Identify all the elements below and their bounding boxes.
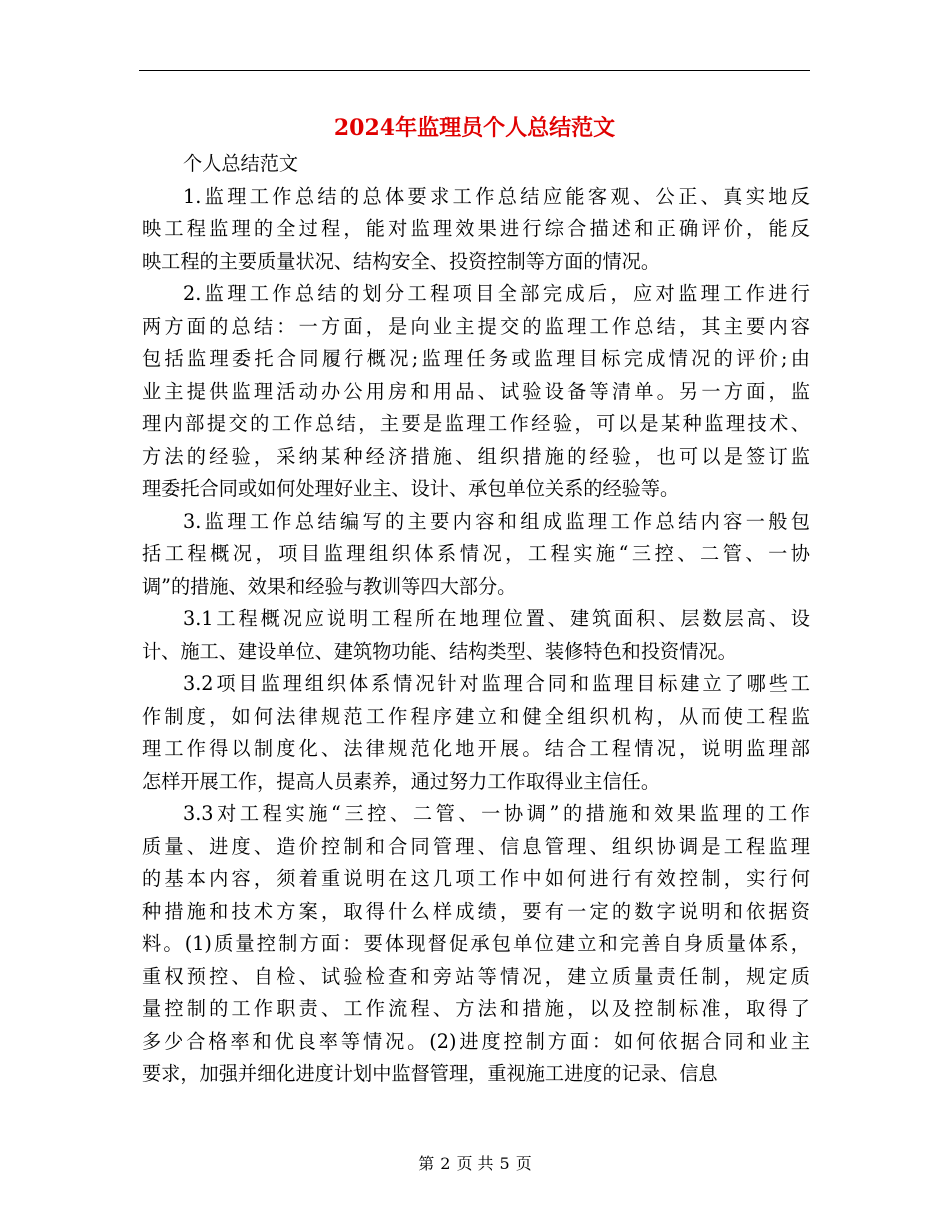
paragraph-line: 两方面的总结：一方面，是向业主提交的监理工作总结，其主要内容 [142,314,810,338]
header-rule [139,70,810,71]
paragraph-line: 怎样开展工作，提高人员素养，通过努力工作取得业主信任。 [142,769,661,793]
paragraph-line: 个人总结范文 [183,152,299,175]
paragraph-line: 3.3对工程实施“三控、二管、一协调”的措施和效果监理的工作 [183,802,810,825]
paragraph-line: 种措施和技术方案，取得什么样成绩，要有一定的数字说明和依据资 [142,899,810,923]
paragraph-line: 3.监理工作总结编写的主要内容和组成监理工作总结内容一般包 [183,509,810,533]
paragraph-line: 业主提供监理活动办公用房和用品、试验设备等清单。另一方面，监 [142,379,810,403]
paragraph [142,148,810,181]
paragraph-line: 理委托合同或如何处理好业主、设计、承包单位关系的经验等。 [142,477,680,500]
paragraph-line: 2.监理工作总结的划分工程项目全部完成后，应对监理工作进行 [183,282,810,305]
document-body [142,148,810,1091]
paragraph-line: 包括监理委托合同履行概况;监理任务或监理目标完成情况的评价;由 [142,347,810,370]
paragraph-line: 3.1工程概况应说明工程所在地理位置、建筑面积、层数层高、设 [183,607,810,630]
paragraph [142,798,810,1091]
paragraph [142,603,810,668]
paragraph-line: 料。(1)质量控制方面：要体现督促承包单位建立和完善自身质量体系， [142,932,810,955]
paragraph [142,668,810,798]
paragraph-line: 计、施工、建设单位、建筑物功能、结构类型、装修特色和投资情况。 [142,639,737,663]
paragraph-line: 调”的措施、效果和经验与教训等四大部分。 [142,574,517,598]
paragraph-line: 作制度，如何法律规范工作程序建立和健全组织机构，从而使工程监 [142,704,810,728]
document-title: 2024年监理员个人总结范文 [333,115,616,141]
paragraph-line: 质量、进度、造价控制和合同管理、信息管理、组织协调是工程监理 [142,834,810,858]
page-footer [0,1154,950,1174]
paragraph-line: 映工程监理的全过程，能对监理效果进行综合描述和正确评价，能反 [142,217,810,240]
paragraph-line: 3.2项目监理组织体系情况针对监理合同和监理目标建立了哪些工 [183,672,810,695]
paragraph [142,278,810,506]
paragraph [142,506,810,604]
paragraph-line: 理内部提交的工作总结，主要是监理工作经验，可以是某种监理技术、 [142,412,810,435]
footer-middle: 页 共 [456,1154,494,1173]
paragraph-line: 多少合格率和优良率等情况。(2)进度控制方面：如何依据合同和业主 [142,1029,810,1053]
paragraph-line: 重权预控、自检、试验检查和旁站等情况，建立质量责任制，规定质 [142,964,810,988]
paragraph-line: 的基本内容，须着重说明在这几项工作中如何进行有效控制，实行何 [142,867,810,890]
footer-page-number: 2 [440,1154,451,1173]
paragraph-line: 映工程的主要质量状况、结构安全、投资控制等方面的情况。 [142,249,661,273]
paragraph-line: 括工程概况，项目监理组织体系情况，工程实施“三控、二管、一协 [142,542,810,565]
paragraph [142,181,810,279]
paragraph-line: 1.监理工作总结的总体要求工作总结应能客观、公正、真实地反 [183,184,810,208]
paragraph-line: 量控制的工作职责、工作流程、方法和措施，以及控制标准，取得了 [142,997,810,1020]
footer-prefix: 第 [418,1154,435,1173]
paragraph-line: 理工作得以制度化、法律规范化地开展。结合工程情况，说明监理部 [142,737,810,760]
footer-total-pages: 5 [499,1154,510,1173]
paragraph-line: 方法的经验，采纳某种经济措施、组织措施的经验，也可以是签订监 [142,444,810,468]
paragraph-line: 要求，加强并细化进度计划中监督管理，重视施工进度的记录、信息 [142,1062,718,1085]
footer-suffix: 页 [515,1154,532,1173]
